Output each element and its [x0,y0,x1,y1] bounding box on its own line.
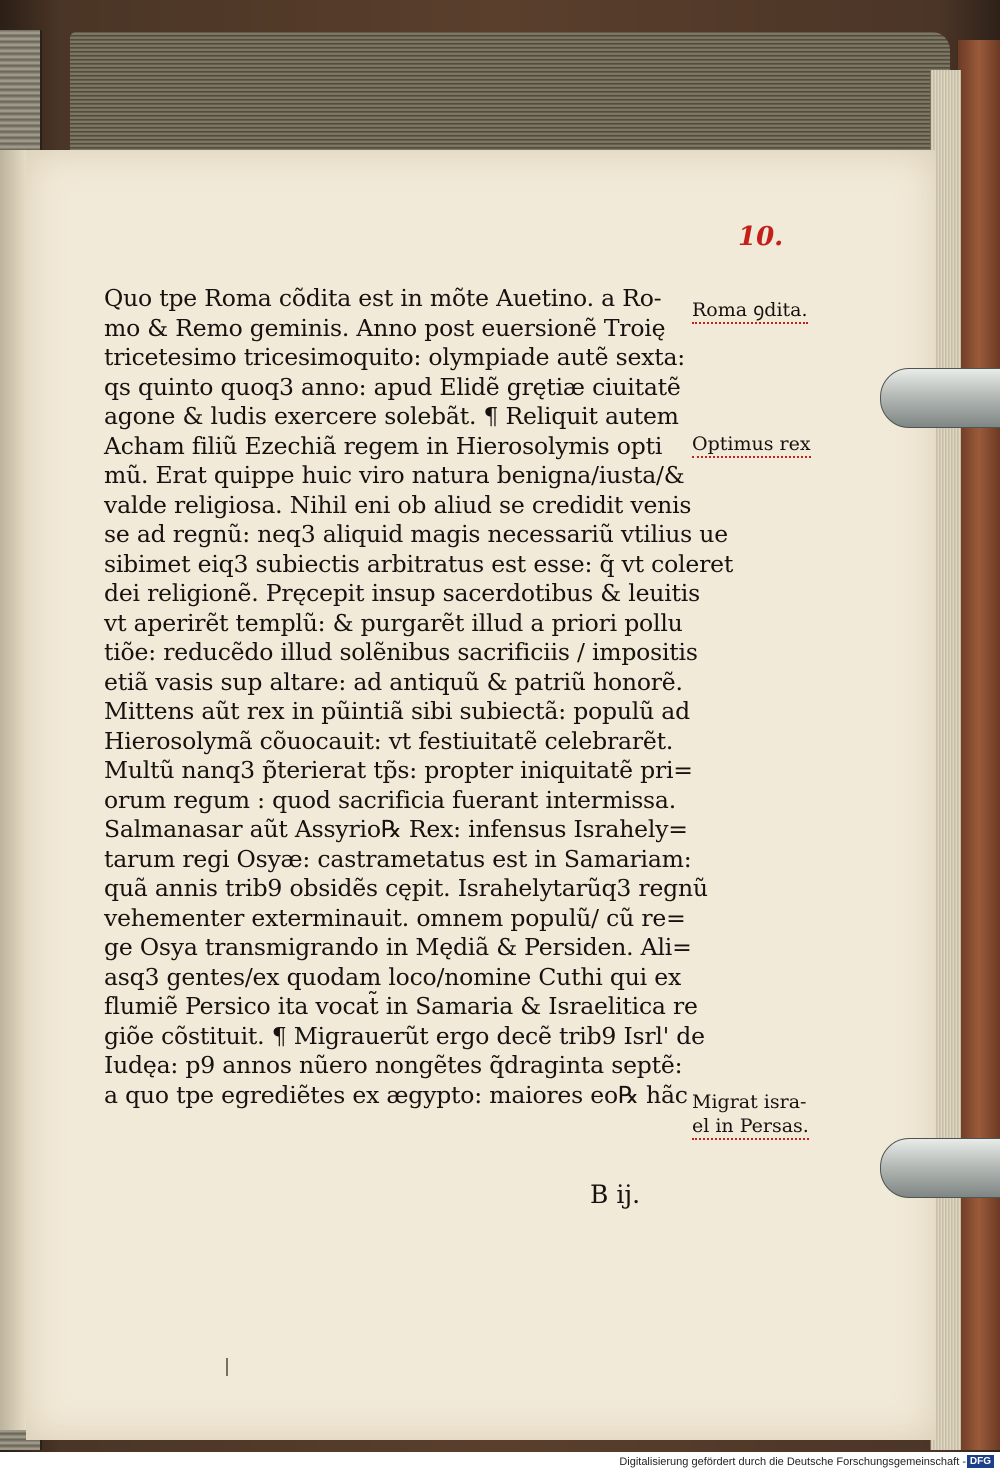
text-line: Quo tpe Roma cõdita est in mõte Auetino. a Ro- [104,284,662,312]
footer-credit: Digitalisierung gefördert durch die Deutsche Forschungsgemeinschaft - [619,1456,966,1468]
text-line: valde religiosa. Nihil eni ob aliud se credidit venis [104,490,692,519]
text-line: Multũ nanq3 p̃terierat tp̃s: propter iniquitatẽ pri= [104,756,693,784]
signature-mark: B ij. [590,1180,641,1209]
book-cover-edge [958,40,1000,1450]
text-line: a quo tpe egrediẽtes ex ægypto: maiores eo℞ hãc [104,1080,688,1109]
text-line: Acham filiũ Ezechiã regem in Hierosolymis opti [104,431,663,460]
text-line: Iudęa: p9 annos nũero nongẽtes q̃draginta septẽ: [104,1051,683,1079]
book-clamp-top [880,368,1000,428]
text-line: vehementer exterminauit. omnem populũ/ cũ re= [104,903,686,932]
text-line: sibimet eiq3 subiectis arbitratus est esse: q̃ vt coleret [104,549,734,578]
dfg-logo: DFG [967,1455,994,1468]
text-line: Hierosolymã cõuocauit: vt festiuitatẽ celebrarẽt. [104,726,674,755]
text-line: vt aperirẽt templũ: & purgarẽt illud a priori pollu [104,608,683,637]
page-mark [226,1358,228,1376]
text-line: asq3 gentes/ex quodam loco/nomine Cuthi qui ex [104,962,682,991]
text-line: tricetesimo tricesimoquito: olympiade autẽ sexta: [104,343,686,371]
text-line: Mittens aũt rex in pũintiã sibi subiectã: populũ ad [104,697,690,725]
book-clamp-bottom [880,1138,1000,1198]
text-line: ge Osya transmigrando in Mędiã & Persiden. Ali= [104,933,692,961]
text-line: mo & Remo geminis. Anno post euersionẽ Troię [104,313,666,342]
folio-number: 10. [738,222,784,252]
text-line: orum regum : quod sacrificia fuerant intermissa. [104,785,676,814]
page-edges-top [70,32,950,152]
margin-note-migrat-2: el in Persas. [692,1114,809,1140]
margin-note-roma: Roma ꝯdita. [692,298,808,324]
text-line: mũ. Erat quippe huic viro natura benigna/iusta/& [104,461,685,489]
text-line: quã annis trib9 obsidẽs cępit. Israhelytarũq3 regnũ [104,874,708,902]
text-line: se ad regnũ: neq3 aliquid magis necessariũ vtilius ue [104,520,728,548]
facing-page-edge [0,150,27,1430]
text-line: tarum regi Osyæ: castrametatus est in Samariam: [104,844,692,873]
main-text-block [104,284,734,1110]
text-line: giõe cõstituit. ¶ Migrauerũt ergo decẽ trib9 Isrl' de [104,1021,705,1050]
text-line: Salmanasar aũt Assyrio℞ Rex: infensus Israhely= [104,815,688,843]
text-line: etiã vasis sup altare: ad antiquũ & patriũ honorẽ. [104,667,683,696]
text-line: flumiẽ Persico ita vocat̃ in Samaria & Israelitica re [104,992,698,1020]
margin-note-migrat-1: Migrat isra- [692,1091,807,1113]
text-line: agone & ludis exercere solebãt. ¶ Reliquit autem [104,402,679,430]
text-line: tiõe: reducẽdo illud solẽnibus sacrificiis / impositis [104,638,698,666]
margin-note-optimus-rex: Optimus rex [692,432,811,458]
text-line: qs quinto quoq3 anno: apud Elidẽ grętiæ ciuitatẽ [104,372,681,401]
text-line: dei religionẽ. Pręcepit insup sacerdotibus & leuitis [104,579,700,607]
